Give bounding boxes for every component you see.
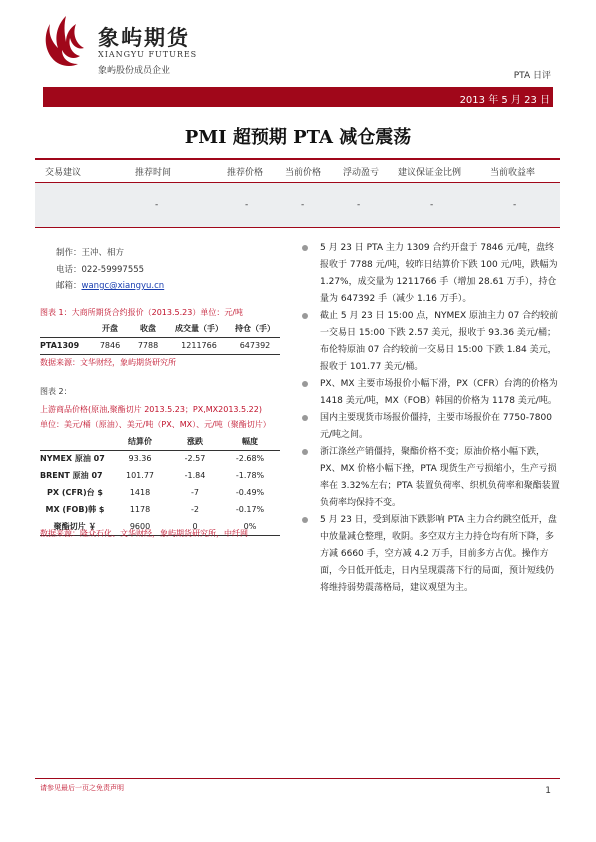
bullet-text: 国内主要现货市场报价僵持，主要市场报价在 7750-7800 元/吨之间。 xyxy=(320,413,552,440)
bullet-icon xyxy=(302,245,308,251)
rec-header-cell: 当前价格 xyxy=(285,168,322,178)
figure1-title: 图表 1：大商所期货合约报价（2013.5.23）单位：元/吨 xyxy=(40,308,244,317)
table-cell: 647392 xyxy=(239,341,271,350)
brand-subtitle: 象屿股份成员企业 xyxy=(98,66,171,76)
brand-name-en: XIANGYU FUTURES xyxy=(98,50,198,59)
rec-value-cell: - xyxy=(513,200,517,210)
list-item xyxy=(298,444,560,512)
table-cell: 开盘 xyxy=(102,324,118,333)
brand-name-cn: 象屿期货 xyxy=(98,26,190,50)
rec-value-cell: - xyxy=(357,200,361,210)
figure2-source: 数据来源：隆众石化、文华财经，象屿期货研究所，中纤网 xyxy=(40,529,248,538)
figure1-header-rule xyxy=(40,337,280,338)
table-cell: -2 xyxy=(191,505,199,514)
table-cell: 9600 xyxy=(129,522,151,531)
rec-header-cell: 浮动盈亏 xyxy=(343,168,380,178)
bullet-icon xyxy=(302,449,308,455)
table-cell: 聚酯切片 ￥ xyxy=(53,522,97,531)
table-header-row xyxy=(40,320,280,337)
figure1-bottom-rule xyxy=(40,354,280,355)
table-row xyxy=(40,450,280,467)
table-row xyxy=(40,337,280,354)
table-cell: BRENT 原油 07 xyxy=(40,471,103,480)
bullet-icon xyxy=(302,381,308,387)
table-cell: -2.68% xyxy=(235,454,265,463)
rec-value-cell: - xyxy=(301,200,305,210)
table-cell: 0% xyxy=(243,522,257,531)
report-date: 2013 年 5 月 23 日 xyxy=(459,95,550,106)
table-cell: NYMEX 原油 07 xyxy=(40,454,105,463)
table-cell: 收盘 xyxy=(140,324,156,333)
author: 制作：王冲、相方 xyxy=(56,248,125,258)
bullet-icon xyxy=(302,517,308,523)
bullet-icon xyxy=(302,313,308,319)
list-item xyxy=(298,308,560,376)
table-header-row xyxy=(40,433,280,450)
rec-header-cell: 交易建议 xyxy=(45,168,82,178)
table-cell: PTA1309 xyxy=(40,341,80,350)
figure1-source: 数据来源：文华财经，象屿期货研究所 xyxy=(40,358,176,367)
rec-header-cell: 建议保证金比例 xyxy=(398,168,462,178)
table-cell: PX (CFR)台 $ xyxy=(47,488,103,497)
page-title: PMI 超预期 PTA 减仓震荡 xyxy=(184,127,412,148)
table-cell xyxy=(40,433,110,450)
bullet-text: 5 月 23 日，受到原油下跌影响 PTA 主力合约跳空低开，盘中放量减仓整理，收阴。多空双方主力持仓均有所下降，多方减 6660 手，空方减 4.2 万手，目前多方占优。操作方面，今日低开低走，日内呈现震荡下行的局面，预计短线仍将维持弱势震荡格局，建议观望为主。 xyxy=(320,515,557,593)
table-cell: 7846 xyxy=(99,341,121,350)
document-type: PTA 日评 xyxy=(513,71,551,81)
table-row xyxy=(40,467,280,484)
analysis-bullets xyxy=(298,240,560,597)
table-row xyxy=(40,501,280,518)
figure2-title: 图表 2： xyxy=(40,387,72,396)
figure2-unit: 单位：美元/桶（原油）、美元/吨（PX、MX）、元/吨（聚酯切片） xyxy=(40,420,271,429)
rec-header-cell: 推荐价格 xyxy=(227,168,264,178)
figure2-header-rule xyxy=(40,450,280,451)
list-item xyxy=(298,240,560,308)
table-cell: 幅度 xyxy=(242,437,258,446)
table-cell: MX (FOB)韩 $ xyxy=(45,505,105,514)
table-cell: 101.77 xyxy=(126,471,154,480)
email-label: 邮箱： xyxy=(56,281,82,291)
table-cell: 涨跌 xyxy=(187,437,203,446)
rec-bottom-rule xyxy=(35,227,560,228)
table-cell: 成交量（手） xyxy=(175,324,223,333)
bullet-icon xyxy=(302,415,308,421)
bullet-text: 5 月 23 日 PTA 主力 1309 合约开盘于 7846 元/吨，盘终报收于 7788 元/吨，较昨日结算价下跌 100 元/吨，跌幅为 1.27%，成交量为 1211766 手（增加 28.61 万手），持仓量为 647392 手（减少 1.16 万手）。 xyxy=(320,243,558,304)
table-cell: 持仓（手） xyxy=(235,324,275,333)
list-item xyxy=(298,410,560,444)
list-item xyxy=(298,376,560,410)
table-cell: 1178 xyxy=(129,505,151,514)
table-cell: 7788 xyxy=(137,341,159,350)
table-cell: 结算价 xyxy=(128,437,152,446)
rec-header-cell: 推荐时间 xyxy=(135,168,172,178)
table-cell: -7 xyxy=(191,488,199,497)
bullet-text: 浙江涤丝产销僵持，聚酯价格不变；原油价格小幅下跌，PX、MX 价格小幅下挫，PTA 现货生产亏损缩小，生产亏损率在 3.32%左右；PTA 装置负荷率、织机负荷率和聚酯装置负荷率均保持不变。 xyxy=(320,447,560,508)
bullet-text: 截止 5 月 23 日 15:00 点，NYMEX 原油主力 07 合约较前一交易日 15:00 下跌 2.57 美元，报收于 93.36 美元/桶；布伦特原油 07 合约较前一交易日 15:00 下跌 1.84 美元，报收于 101.77 美元/桶。 xyxy=(320,311,559,372)
email-link[interactable]: wangc@xiangyu.cn xyxy=(81,281,165,291)
table-cell: 1418 xyxy=(129,488,151,497)
recommendation-values xyxy=(35,183,560,227)
email-row xyxy=(56,279,164,291)
table-cell: -2.57 xyxy=(184,454,206,463)
figure2-subtitle: 上游商品价格(原油,聚酯切片 2013.5.23；PX,MX2013.5.22) xyxy=(40,405,262,414)
table-cell: 93.36 xyxy=(128,454,152,463)
rec-header-cell: 当前收益率 xyxy=(490,168,536,178)
recommendation-header xyxy=(35,160,560,182)
table-cell: -1.84 xyxy=(184,471,206,480)
phone: 电话：022-59997555 xyxy=(56,265,145,275)
table-row xyxy=(40,484,280,501)
table-cell: -1.78% xyxy=(235,471,265,480)
table-cell xyxy=(40,320,92,337)
table-cell: -0.17% xyxy=(235,505,265,514)
rec-value-cell: - xyxy=(245,200,249,210)
page-number: 1 xyxy=(545,786,551,796)
figure2-table xyxy=(40,433,280,535)
xiangyu-logo-icon xyxy=(40,14,90,70)
rec-value-cell: - xyxy=(155,200,159,210)
table-cell: 1211766 xyxy=(181,341,217,350)
footer-rule xyxy=(35,778,560,779)
rec-value-cell: - xyxy=(430,200,434,210)
bullet-text: PX、MX 主要市场报价小幅下滑，PX（CFR）台湾的价格为 1418 美元/吨，MX（FOB）韩国的价格为 1178 美元/吨。 xyxy=(320,379,558,406)
disclaimer-link[interactable]: 请参见最后一页之免责声明 xyxy=(40,784,124,792)
table-cell: -0.49% xyxy=(235,488,265,497)
table-cell: 0 xyxy=(192,522,198,531)
list-item xyxy=(298,512,560,597)
